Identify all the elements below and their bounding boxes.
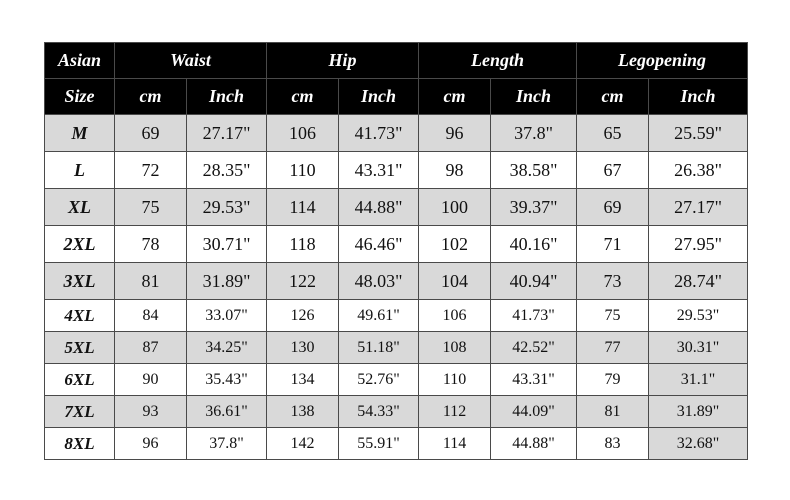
leg-inch-cell: 31.89" (649, 396, 748, 428)
length-inch-cell: 40.16" (491, 226, 577, 263)
leg-inch-cell: 28.74" (649, 263, 748, 300)
hip-inch-cell: 51.18" (339, 332, 419, 364)
waist-cm-cell: 96 (115, 428, 187, 460)
hip-inch-cell: 55.91" (339, 428, 419, 460)
hip-cm-cell: 126 (267, 300, 339, 332)
waist-inch-cell: 35.43" (187, 364, 267, 396)
hip-inch-cell: 52.76" (339, 364, 419, 396)
waist-inch-cell: 33.07" (187, 300, 267, 332)
waist-inch-cell: 34.25" (187, 332, 267, 364)
hip-cm-cell: 122 (267, 263, 339, 300)
leg-cm-cell: 65 (577, 115, 649, 152)
header-length-inch: Inch (491, 79, 577, 115)
length-cm-cell: 106 (419, 300, 491, 332)
length-cm-cell: 96 (419, 115, 491, 152)
length-inch-cell: 44.88" (491, 428, 577, 460)
header-leg-cm: cm (577, 79, 649, 115)
length-inch-cell: 44.09" (491, 396, 577, 428)
header-waist: Waist (115, 43, 267, 79)
hip-cm-cell: 142 (267, 428, 339, 460)
size-label: 7XL (45, 396, 115, 428)
size-label: 4XL (45, 300, 115, 332)
size-label: M (45, 115, 115, 152)
length-inch-cell: 42.52" (491, 332, 577, 364)
table-row (45, 300, 748, 332)
header-waist-cm: cm (115, 79, 187, 115)
table-row (45, 226, 748, 263)
leg-cm-cell: 73 (577, 263, 649, 300)
table-row (45, 263, 748, 300)
leg-inch-cell: 25.59" (649, 115, 748, 152)
length-inch-cell: 43.31" (491, 364, 577, 396)
waist-cm-cell: 78 (115, 226, 187, 263)
table-header (45, 43, 748, 115)
length-cm-cell: 102 (419, 226, 491, 263)
length-cm-cell: 108 (419, 332, 491, 364)
table-row (45, 332, 748, 364)
hip-cm-cell: 106 (267, 115, 339, 152)
waist-inch-cell: 27.17" (187, 115, 267, 152)
waist-cm-cell: 75 (115, 189, 187, 226)
length-cm-cell: 110 (419, 364, 491, 396)
leg-cm-cell: 81 (577, 396, 649, 428)
leg-cm-cell: 83 (577, 428, 649, 460)
hip-cm-cell: 130 (267, 332, 339, 364)
hip-cm-cell: 134 (267, 364, 339, 396)
waist-cm-cell: 93 (115, 396, 187, 428)
leg-cm-cell: 79 (577, 364, 649, 396)
leg-cm-cell: 67 (577, 152, 649, 189)
leg-inch-cell: 32.68" (649, 428, 748, 460)
leg-cm-cell: 71 (577, 226, 649, 263)
header-size: Size (45, 79, 115, 115)
leg-inch-cell: 29.53" (649, 300, 748, 332)
leg-cm-cell: 75 (577, 300, 649, 332)
hip-inch-cell: 49.61" (339, 300, 419, 332)
size-label: L (45, 152, 115, 189)
waist-cm-cell: 87 (115, 332, 187, 364)
table-row (45, 364, 748, 396)
size-label: 5XL (45, 332, 115, 364)
hip-inch-cell: 43.31" (339, 152, 419, 189)
table-row (45, 428, 748, 460)
waist-inch-cell: 36.61" (187, 396, 267, 428)
header-leg-inch: Inch (649, 79, 748, 115)
leg-cm-cell: 77 (577, 332, 649, 364)
size-label: 8XL (45, 428, 115, 460)
size-label: 3XL (45, 263, 115, 300)
waist-inch-cell: 30.71" (187, 226, 267, 263)
leg-inch-cell: 26.38" (649, 152, 748, 189)
waist-inch-cell: 29.53" (187, 189, 267, 226)
hip-inch-cell: 41.73" (339, 115, 419, 152)
hip-inch-cell: 48.03" (339, 263, 419, 300)
header-length-cm: cm (419, 79, 491, 115)
table-row (45, 189, 748, 226)
hip-inch-cell: 44.88" (339, 189, 419, 226)
table-row (45, 396, 748, 428)
hip-cm-cell: 114 (267, 189, 339, 226)
leg-inch-cell: 30.31" (649, 332, 748, 364)
header-waist-inch: Inch (187, 79, 267, 115)
leg-cm-cell: 69 (577, 189, 649, 226)
hip-inch-cell: 46.46" (339, 226, 419, 263)
size-label: 6XL (45, 364, 115, 396)
length-cm-cell: 104 (419, 263, 491, 300)
size-label: 2XL (45, 226, 115, 263)
length-inch-cell: 41.73" (491, 300, 577, 332)
leg-inch-cell: 31.1" (649, 364, 748, 396)
waist-cm-cell: 90 (115, 364, 187, 396)
length-cm-cell: 112 (419, 396, 491, 428)
size-label: XL (45, 189, 115, 226)
hip-cm-cell: 110 (267, 152, 339, 189)
waist-cm-cell: 69 (115, 115, 187, 152)
waist-inch-cell: 37.8" (187, 428, 267, 460)
header-length: Length (419, 43, 577, 79)
header-asian: Asian (45, 43, 115, 79)
hip-inch-cell: 54.33" (339, 396, 419, 428)
waist-cm-cell: 81 (115, 263, 187, 300)
length-cm-cell: 114 (419, 428, 491, 460)
header-hip: Hip (267, 43, 419, 79)
header-row-groups (45, 43, 748, 79)
length-inch-cell: 40.94" (491, 263, 577, 300)
table-row (45, 115, 748, 152)
size-chart-table (44, 42, 748, 460)
length-inch-cell: 38.58" (491, 152, 577, 189)
waist-cm-cell: 84 (115, 300, 187, 332)
hip-cm-cell: 118 (267, 226, 339, 263)
waist-inch-cell: 28.35" (187, 152, 267, 189)
table-row (45, 152, 748, 189)
leg-inch-cell: 27.17" (649, 189, 748, 226)
leg-inch-cell: 27.95" (649, 226, 748, 263)
length-cm-cell: 100 (419, 189, 491, 226)
length-inch-cell: 37.8" (491, 115, 577, 152)
table-body (45, 115, 748, 460)
header-row-units (45, 79, 748, 115)
length-inch-cell: 39.37" (491, 189, 577, 226)
waist-cm-cell: 72 (115, 152, 187, 189)
header-hip-cm: cm (267, 79, 339, 115)
waist-inch-cell: 31.89" (187, 263, 267, 300)
hip-cm-cell: 138 (267, 396, 339, 428)
header-legopening: Legopening (577, 43, 748, 79)
length-cm-cell: 98 (419, 152, 491, 189)
header-hip-inch: Inch (339, 79, 419, 115)
